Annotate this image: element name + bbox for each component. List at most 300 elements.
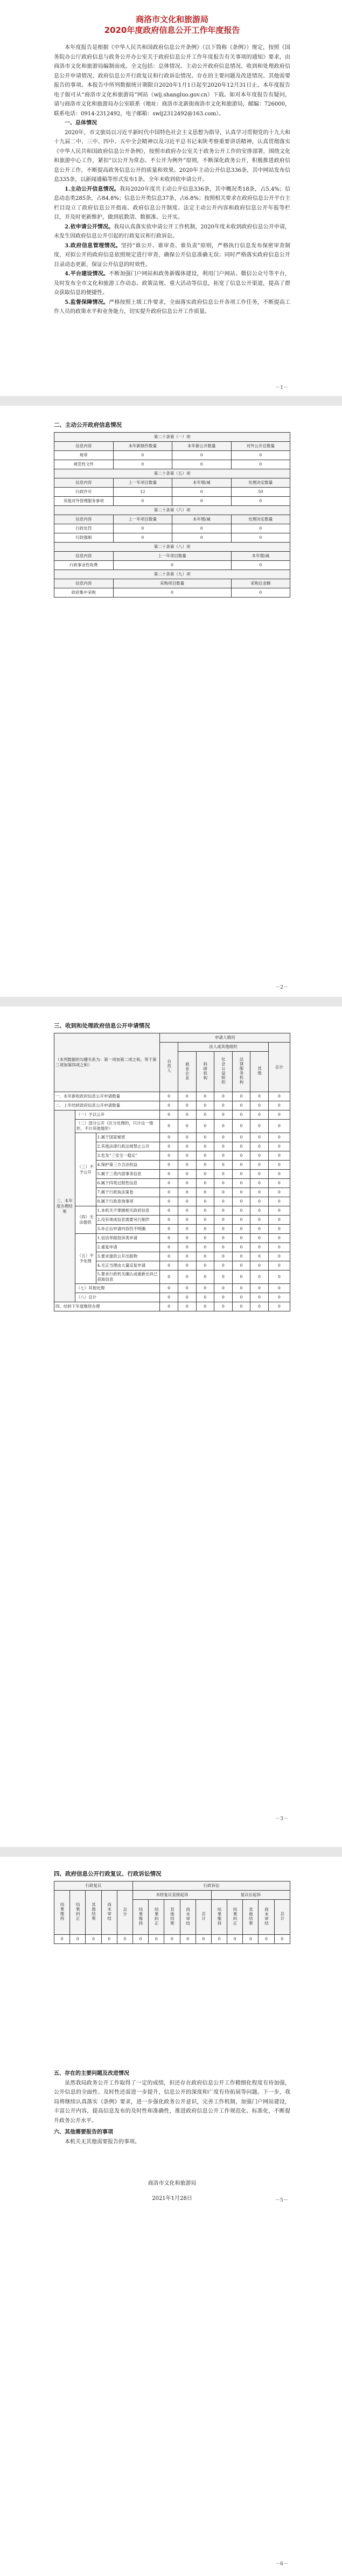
column-header: 未经复议直接起诉	[132, 1891, 211, 1900]
table-cell: 0	[178, 1225, 196, 1234]
review-lawsuit-table	[54, 1881, 290, 1944]
table-cell: 0	[232, 1270, 250, 1284]
row-label: 3.补正后申请内容仍不明确	[96, 1225, 160, 1234]
table-cell: 0	[232, 1161, 250, 1170]
table-cell: 0	[178, 1197, 196, 1206]
table-cell: 0	[232, 1293, 250, 1302]
column-header	[196, 1052, 214, 1092]
table-row	[54, 497, 290, 506]
table-cell: 0	[86, 1935, 101, 1944]
row-label: 8.属于行政查询事项	[96, 1197, 160, 1206]
subsection-3	[54, 241, 290, 270]
page-separator	[0, 1847, 342, 1857]
column-header-label: 其他结果	[248, 1907, 254, 1926]
table-cell: 0	[259, 1935, 274, 1944]
row-label: 3.危及“三安全一稳定”	[96, 1151, 160, 1161]
table-cell: 0	[178, 1092, 196, 1101]
column-header-label: 法律服务机构	[239, 1057, 244, 1085]
column-header: 行政诉讼	[132, 1881, 290, 1891]
table-cell: 0	[149, 1935, 164, 1944]
column-header-label: 其他结果	[91, 1903, 96, 1921]
row-label: 2.其他法律行政法规禁止公开	[96, 1142, 160, 1151]
table-cell: 0	[232, 1133, 250, 1142]
table-cell: 0	[250, 1188, 269, 1197]
row-label: 6.属于四类过程性信息	[96, 1179, 160, 1188]
table-cell: 0	[268, 1197, 290, 1206]
column-header	[70, 1891, 86, 1935]
table-cell: 0	[214, 1206, 233, 1216]
table-cell: 0	[214, 1252, 233, 1261]
row-label: 5.属于三类内部事务信息	[96, 1170, 160, 1179]
table-cell: 0	[232, 1110, 250, 1120]
table-cell: 0	[160, 1284, 178, 1293]
table-cell: 0	[113, 524, 172, 533]
table-cell: 0	[214, 1243, 233, 1252]
table-cell: 0	[160, 1142, 178, 1151]
table-cell: 0	[214, 1110, 233, 1120]
table-cell: 0	[232, 1101, 250, 1110]
column-header	[54, 1891, 70, 1935]
table-cell: 其他对外管理服务事项	[54, 497, 114, 506]
proactive-disclosure-table	[54, 432, 290, 598]
table-cell: 0	[232, 1234, 250, 1243]
page-1	[0, 0, 342, 396]
column-header	[101, 1891, 117, 1935]
column-header	[132, 1900, 148, 1935]
section4-title: 四、政府信息公开行政复议、行政诉讼情况	[54, 1871, 162, 1877]
page-separator	[0, 997, 342, 1006]
table-cell: 0	[214, 1225, 233, 1234]
row-label: 1.本机关不掌握相关政府信息	[96, 1206, 160, 1216]
column-header-label: 结果纠正	[233, 1907, 238, 1926]
table-cell: 0	[250, 1270, 269, 1284]
column-header: 本年新制作数量	[113, 442, 172, 451]
table-cell: 0	[160, 1101, 178, 1110]
table-cell: 0	[232, 1092, 250, 1101]
column-header	[164, 1900, 180, 1935]
table-cell: 0	[250, 1179, 269, 1188]
signature-date: 2021年1月28日	[152, 2196, 192, 2202]
table-cell: 0	[243, 1935, 259, 1944]
column-header-label: 结果纠正	[154, 1907, 159, 1926]
table-group-header: 第二十条第（六）项	[54, 506, 290, 515]
table-cell: 0	[160, 1302, 178, 1311]
table-cell: 0	[160, 1216, 178, 1225]
table-row	[54, 1234, 290, 1243]
table-cell: 0	[132, 1935, 148, 1944]
table-cell: 0	[196, 1101, 214, 1110]
section3-title: 三、收到和处理政府信息公开申请情况	[54, 1023, 150, 1029]
column-header: 处理决定数量	[231, 515, 290, 524]
column-header	[259, 1900, 274, 1935]
table-cell: 0	[232, 1261, 250, 1270]
row-label: 1.信访举报投诉类申请	[96, 1234, 160, 1243]
column-header: 信息内容	[54, 478, 114, 488]
subsection-1	[54, 185, 290, 223]
table-cell: 0	[160, 1252, 178, 1261]
table-cell: 0	[178, 1110, 196, 1120]
table-row	[54, 1101, 290, 1110]
table-cell: 0	[232, 1188, 250, 1197]
table-cell: 0	[178, 1101, 196, 1110]
row-label: 四、结转下年度继续办理	[54, 1302, 160, 1311]
column-header	[196, 1900, 211, 1935]
table-cell: 0	[268, 1179, 290, 1188]
section2-title: 二、主动公开政府信息情况	[54, 422, 122, 428]
subsection-4-body: 不断加强门户网站和政务新媒体建设，利用门户网站、微信公众号等平台，及时发布全市文化和旅游工作动态、政策法规、重大活动等信息，拓宽了信息公开渠道，提高了群众获取信息的便捷性。	[54, 271, 290, 296]
table-cell: 0	[214, 1151, 233, 1161]
column-header-label: 尚未审结	[185, 1907, 191, 1926]
table-cell: 0	[196, 1206, 214, 1216]
table-cell: 0	[160, 1133, 178, 1142]
table-group-header: 第二十条第（五）项	[54, 469, 290, 478]
column-header	[211, 1900, 227, 1935]
table-cell: 0	[268, 1234, 290, 1243]
page-5	[0, 1857, 342, 2061]
table-cell: 0	[250, 1092, 269, 1101]
table-cell: 0	[196, 1133, 214, 1142]
section5-title: 五、存在的主要问题及改进情况	[54, 2071, 129, 2077]
table-cell: 0	[178, 1179, 196, 1188]
table-cell: 0	[214, 1120, 233, 1133]
table-cell: 0	[196, 1188, 214, 1197]
table-cell: 0	[214, 1302, 233, 1311]
column-header	[232, 1052, 250, 1092]
table-cell: 0	[196, 1243, 214, 1252]
intro-paragraph: 本年度报告是根据《中华人民共和国政府信息公开条例》（以下简称《条例》）规定，按照《国务院办公厅政府信息与政务公开办公室关于政府信息公开工作年度报告有关事项的通知》要求，由商洛市文化和旅游局编制而成。全文包括：总体情况、主动公开政府信息情况、收到和处理政府信息公开申请情况、政府信息公开行政复议和行政诉讼情况、存在的主要问题及改进情况、其他需要报告的事项。本报告中所列数据统计期限自2020年1月1日起至2020年12月31日止。本年度报告电子版可从“商洛市文化和旅游局”网站（wlj.shangluo.gov.cn）下载。如对本年度报告有疑问，请与商洛市文化和旅游局办公室联系（地址：商洛市北新街商洛市文化和旅游局，邮编：726000，联系电话：0914-2312492，电子邮箱：swlj2312492@163.com）。	[54, 45, 290, 117]
page-6	[0, 2061, 342, 2576]
table-row	[54, 1284, 290, 1293]
column-header: 本年新公开数量	[172, 442, 232, 451]
column-header-label: 总计	[280, 1912, 285, 1921]
table-row	[54, 488, 290, 497]
table-row	[54, 1293, 290, 1302]
subsection-2-body: 我局认真落实依申请公开工作机制，2020年度未收到政府信息公开申请，未发生因政府信息公开引起的行政复议和行政诉讼。	[54, 224, 290, 239]
column-header-label: 总计	[201, 1912, 206, 1921]
table-cell: 0	[232, 1197, 250, 1206]
subsection-2	[54, 223, 290, 241]
page-3	[0, 1006, 342, 1847]
table-group-header: 第二十条第（一）项	[54, 433, 290, 442]
table-cell: 0	[268, 1161, 290, 1170]
table-row	[54, 460, 290, 469]
table-cell: 0	[160, 1092, 178, 1101]
table-cell: 0	[232, 1170, 250, 1179]
table-cell: 0	[164, 1935, 180, 1944]
signature-org: 商洛市文化和旅游局	[148, 2181, 197, 2186]
table-cell: 0	[227, 1935, 243, 1944]
page-number: －1－	[275, 385, 288, 391]
column-header	[117, 1891, 132, 1935]
column-header-label: 总计	[122, 1907, 128, 1917]
table-cell: 0	[172, 524, 232, 533]
table-cell: 0	[178, 1252, 196, 1261]
table-cell: 0	[214, 1101, 233, 1110]
table-cell: 0	[178, 1206, 196, 1216]
table-row	[54, 1206, 290, 1216]
table-cell: 0	[160, 1225, 178, 1234]
table-cell: 0	[178, 1188, 196, 1197]
table-cell: 0	[160, 1151, 178, 1161]
table-cell: 0	[160, 1110, 178, 1120]
row-label: 4.无正当理由大量反复申请	[96, 1261, 160, 1270]
table-cell: 0	[250, 1293, 269, 1302]
page-2	[0, 406, 342, 997]
table-cell: 0	[172, 533, 232, 543]
table-row	[54, 1935, 290, 1944]
table-cell: 0	[268, 1216, 290, 1225]
table-row	[54, 588, 290, 598]
row-group-label: 三、本年度办理结果	[54, 1110, 75, 1302]
column-header-label: 商业企业	[185, 1061, 190, 1080]
column-header-label: 科研机构	[203, 1061, 208, 1080]
row-subgroup-label: （五）不予处理	[75, 1234, 96, 1284]
table-cell: 0	[214, 1261, 233, 1270]
column-header	[180, 1900, 196, 1935]
table-row	[54, 1092, 290, 1101]
table-cell: 0	[196, 1252, 214, 1261]
table-cell: 0	[250, 1110, 269, 1120]
column-header	[250, 1052, 269, 1092]
table-cell: 0	[268, 1302, 290, 1311]
table-cell: 0	[172, 451, 232, 460]
table-cell: 0	[214, 1170, 233, 1179]
table-cell: 0	[178, 1284, 196, 1293]
table-cell: 0	[268, 1120, 290, 1133]
table-cell: 0	[178, 1133, 196, 1142]
table-cell: 0	[214, 1188, 233, 1197]
table-corner-note: （本列数据的勾稽关系为：第一项加第二项之和，等于第三项加第四项之和）	[54, 1033, 160, 1092]
table-cell: 0	[196, 1170, 214, 1179]
table-row	[54, 1120, 290, 1133]
table-cell: 0	[268, 1252, 290, 1261]
column-header: 复议后起诉	[211, 1891, 290, 1900]
column-header: 信息内容	[54, 552, 114, 561]
table-cell: 0	[160, 1261, 178, 1270]
table-cell: 0	[214, 1179, 233, 1188]
table-cell: 0	[214, 1216, 233, 1225]
column-header-label: 尚未审结	[264, 1907, 269, 1926]
subsection-3-head: 3.政府信息管理情况。	[65, 242, 122, 249]
table-cell: 0	[250, 1142, 269, 1151]
row-label: （二）部分公开（区分处理的，只计这一情形，不计其他情形）	[75, 1120, 160, 1133]
column-header: 采购项目数量	[113, 579, 231, 588]
document-title-line2: 2020年度政府信息公开工作年度报告	[104, 25, 240, 35]
table-cell: 0	[196, 1110, 214, 1120]
subsection-5	[54, 298, 290, 317]
table-cell: 0	[211, 1935, 227, 1944]
column-header: 处理决定数量	[231, 478, 290, 488]
column-header: 上一年项目数量	[113, 515, 172, 524]
table-cell: 0	[232, 1179, 250, 1188]
column-header-label: 结果维持	[138, 1907, 144, 1926]
row-label: 5.要求行政机关确认或重新出具已获取信息	[96, 1270, 160, 1284]
table-cell: 政府集中采购	[54, 588, 114, 598]
section6-paragraph: 本机关无其他需要报告的事项。	[65, 2138, 140, 2145]
table-group-header: 第二十条第（九）项	[54, 570, 290, 579]
column-header: 上一年项目数量	[113, 552, 231, 561]
table-cell: 0	[160, 1120, 178, 1133]
table-cell: 0	[250, 1170, 269, 1179]
table-cell: 0	[160, 1270, 178, 1284]
table-cell: 0	[250, 1161, 269, 1170]
column-header: 采购总金额	[231, 579, 290, 588]
table-cell: 0	[178, 1161, 196, 1170]
subsection-4	[54, 269, 290, 298]
table-row	[54, 451, 290, 460]
table-cell: 0	[214, 1234, 233, 1243]
row-label: 一、本年新收政府信息公开申请数量	[54, 1092, 160, 1101]
table-row	[54, 561, 290, 570]
table-row	[54, 1302, 290, 1311]
column-header	[243, 1900, 259, 1935]
row-subgroup-label: （三）不予公开	[75, 1133, 96, 1206]
page-number: －3－	[275, 1816, 288, 1822]
table-cell: 0	[268, 1110, 290, 1120]
table-cell: 0	[250, 1234, 269, 1243]
table-cell: 0	[178, 1261, 196, 1270]
table-cell: 0	[178, 1170, 196, 1179]
column-header: 法人或其他组织	[178, 1043, 268, 1052]
table-cell: 规范性文件	[54, 460, 114, 469]
table-cell: 0	[178, 1270, 196, 1284]
column-header-label: 结果纠正	[75, 1903, 81, 1921]
document-title-line1: 商洛市文化和旅游局	[135, 15, 208, 24]
column-header-label: 其他	[257, 1066, 262, 1075]
table-cell: 0	[250, 1284, 269, 1293]
column-header: 对外公开总数量	[231, 442, 290, 451]
column-header: 信息内容	[54, 515, 114, 524]
row-label: 1.属于国家秘密	[96, 1133, 160, 1142]
page-number: －6－	[275, 2561, 288, 2567]
table-cell: 0	[160, 1161, 178, 1170]
table-cell: 0	[214, 1092, 233, 1101]
table-cell: 行政强制	[54, 533, 114, 543]
table-cell: 0	[54, 1935, 70, 1944]
column-header: 总计	[268, 1043, 290, 1092]
table-cell: 0	[231, 561, 290, 570]
table-cell: 行政事业性收费	[54, 561, 114, 570]
table-row	[54, 1110, 290, 1120]
table-cell: 0	[196, 1197, 214, 1206]
table-cell: 0	[113, 497, 172, 506]
table-cell: 0	[196, 1216, 214, 1225]
table-cell: 0	[178, 1142, 196, 1151]
table-cell: 0	[172, 488, 232, 497]
column-header	[178, 1052, 196, 1092]
table-cell: 0	[160, 1179, 178, 1188]
table-cell: 0	[268, 1142, 290, 1151]
table-cell: 0	[180, 1935, 196, 1944]
table-cell: 0	[113, 588, 231, 598]
table-cell: 0	[250, 1151, 269, 1161]
table-cell: 0	[268, 1293, 290, 1302]
subsection-4-head: 4.平台建设情况。	[65, 271, 109, 277]
row-label: 4.保护第三方合法权益	[96, 1161, 160, 1170]
table-cell: 0	[178, 1151, 196, 1161]
table-cell: 0	[196, 1935, 211, 1944]
column-header: 本年增/减	[172, 515, 232, 524]
column-header: 申请人情况	[160, 1033, 290, 1043]
table-cell: 0	[231, 451, 290, 460]
table-cell: 0	[117, 1935, 132, 1944]
page-number: －5－	[275, 2198, 288, 2203]
table-cell: 0	[268, 1261, 290, 1270]
column-header-label: 自然人	[166, 1059, 172, 1073]
table-cell: 0	[160, 1170, 178, 1179]
table-row	[54, 533, 290, 543]
table-cell: 0	[250, 1243, 269, 1252]
table-cell: 0	[178, 1302, 196, 1311]
table-cell: 0	[250, 1101, 269, 1110]
table-cell: 0	[178, 1120, 196, 1133]
column-header-label: 尚未审结	[107, 1903, 112, 1921]
section1-title: 一、总体情况	[65, 120, 97, 126]
table-cell: 0	[160, 1293, 178, 1302]
subsection-3-body: 坚持“谁公开、谁审查、谁负责”原则，严格执行信息发布保密审查制度，对拟公开的政府信息依照规定进行审查，确保公开信息准确无误；同时严格落实政府信息公开目录动态更新，保证公开信息的时效性。	[54, 242, 290, 268]
row-label: 二、上年结转政府信息公开申请数量	[54, 1101, 160, 1110]
table-cell: 0	[232, 1120, 250, 1133]
row-label: 2.没有现成信息需要另行制作	[96, 1216, 160, 1225]
table-cell: 0	[196, 1151, 214, 1161]
table-cell: 0	[160, 1206, 178, 1216]
column-header	[274, 1900, 290, 1935]
subsection-1-head: 1.主动公开信息情况。	[65, 186, 120, 192]
table-group-header: 第二十条第（八）项	[54, 543, 290, 552]
column-header: 信息内容	[54, 579, 114, 588]
table-cell: 0	[250, 1133, 269, 1142]
table-cell: 0	[232, 1252, 250, 1261]
table-cell: 0	[160, 1234, 178, 1243]
table-row	[54, 1133, 290, 1142]
table-cell: 0	[160, 1243, 178, 1252]
table-cell: 0	[231, 588, 290, 598]
table-cell: 0	[250, 1225, 269, 1234]
row-label: （七）其他处理	[75, 1284, 160, 1293]
table-cell: 0	[178, 1234, 196, 1243]
column-header	[86, 1891, 101, 1935]
page-separator	[0, 396, 342, 406]
table-cell: 0	[232, 1151, 250, 1161]
table-cell: 0	[214, 1293, 233, 1302]
table-cell: 0	[113, 460, 172, 469]
table-cell: 0	[250, 1197, 269, 1206]
column-header: 上一年项目数量	[113, 478, 172, 488]
table-cell: 50	[231, 488, 290, 497]
column-header-label: 结果维持	[60, 1903, 65, 1921]
column-header: 行政复议	[54, 1881, 133, 1891]
table-cell: 0	[178, 1293, 196, 1302]
table-row	[54, 524, 290, 533]
table-cell: 0	[268, 1092, 290, 1101]
table-cell: 0	[232, 1284, 250, 1293]
section1-paragraph: 2020年，市文旅局以习近平新时代中国特色社会主义思想为指导，认真学习贯彻党的十九大和十九届二中、三中、四中、五中全会精神以及习近平总书记来陕考察重要讲话精神，认真贯彻落实《中华人民共和国政府信息公开条例》，按照市政府办公室关于政务公开工作的安排部署，围绕文化和旅游中心工作，紧扣“以公开为常态、不公开为例外”原则，不断深化政务公开，积极推进政府信息公开工作，不断提高政务信息公开的质量和效果。2020年主动公开信息336条，其中网站发布信息335条，以新闻通稿等形式发布1条。全年未收到依申请公开。	[54, 129, 290, 183]
table-cell: 0	[70, 1935, 86, 1944]
table-cell: 0	[196, 1142, 214, 1151]
table-cell: 0	[232, 1216, 250, 1225]
column-header: 信息内容	[54, 442, 114, 451]
table-cell: 0	[250, 1120, 269, 1133]
table-cell: 0	[196, 1092, 214, 1101]
table-cell: 0	[196, 1261, 214, 1270]
table-cell: 0	[214, 1284, 233, 1293]
page-number: －2－	[275, 985, 288, 990]
row-subgroup-label: （四）无法提供	[75, 1206, 96, 1234]
table-cell: 0	[232, 1225, 250, 1234]
column-header	[227, 1900, 243, 1935]
table-cell: 行政许可	[54, 488, 114, 497]
table-cell: 0	[178, 1216, 196, 1225]
